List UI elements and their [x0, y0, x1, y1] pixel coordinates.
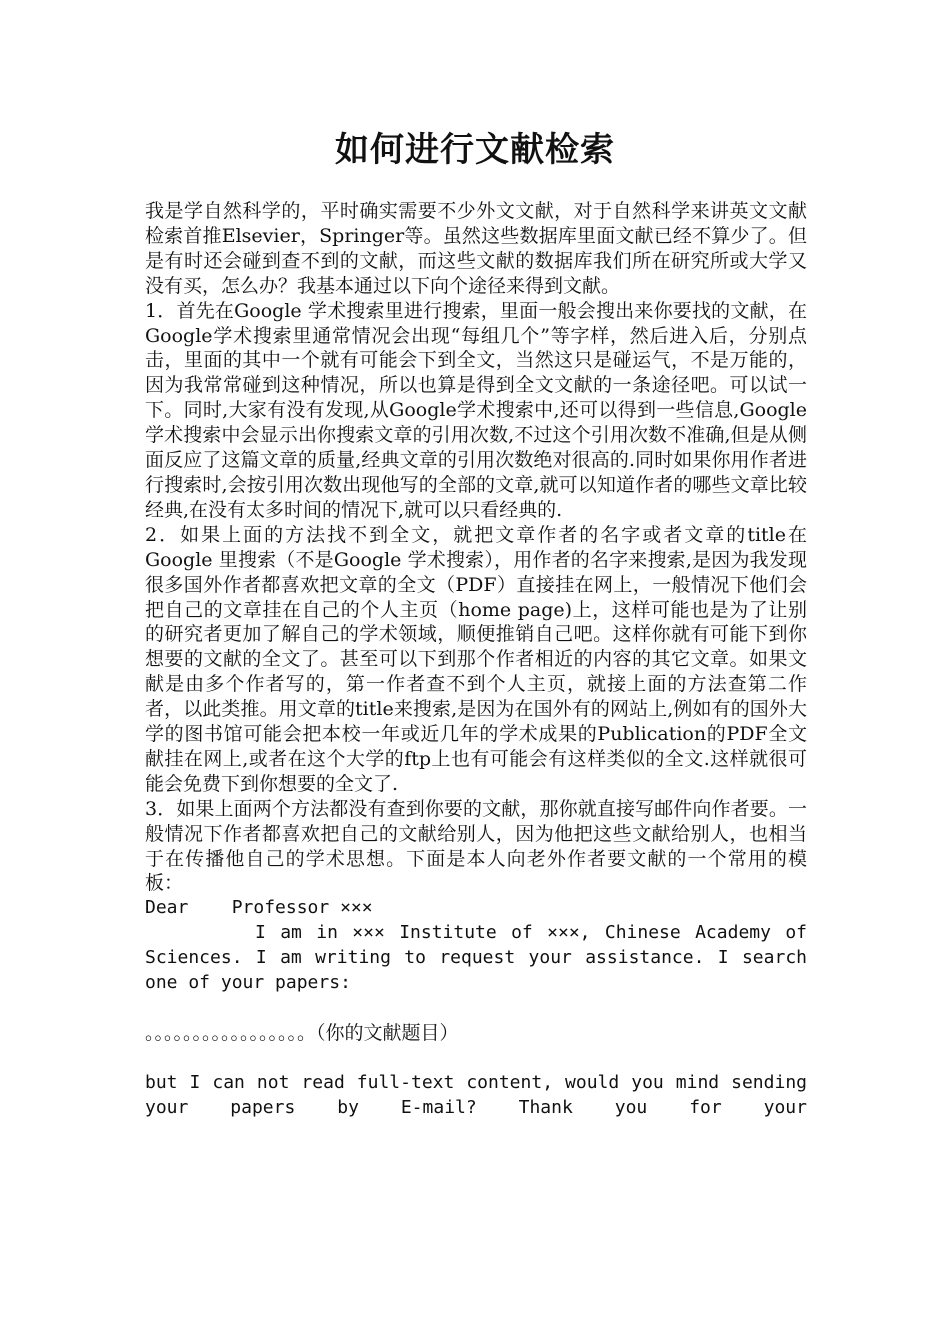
- document-body: [145, 199, 807, 1121]
- blank-line: [145, 1046, 807, 1071]
- letter-request-line: but I can not read full-text content, would you mind sending your papers by E-mail? Thank you for your: [145, 1071, 807, 1118]
- email-template: [145, 896, 807, 1120]
- blank-line: [145, 996, 807, 1021]
- method-3-paragraph: 3．如果上面两个方法都没有查到你要的文献，那你就直接写邮件向作者要。一般情况下作者都喜欢把自己的文献给别人，因为他把这些文献给别人，也相当于在传播他自己的学术思想。下面是本人向老外作者要文献的一个常用的模板：: [145, 797, 807, 895]
- letter-intro-line: I am in ××× Institute of ×××, Chinese Academy of Sciences. I am writing to request your assistance. I search one of your papers:: [145, 922, 807, 994]
- letter-salutation: Dear Professor ×××: [145, 897, 373, 919]
- intro-paragraph: 我是学自然科学的，平时确实需要不少外文文献，对于自然科学来讲英文文献检索首推Elsevier，Springer等。虽然这些数据库里面文献已经不算少了。但是有时还会碰到查不到的文献，而这些文献的数据库我们所在研究所或大学又没有买，怎么办？我基本通过以下向个途径来得到文献。: [145, 200, 807, 297]
- method-1-paragraph: 1．首先在Google 学术搜索里进行搜索，里面一般会搜出来你要找的文献，在Google学术搜索里通常情况会出现“每组几个”等字样，然后进入后，分别点击，里面的其中一个就有可能会下到全文，当然这只是碰运气，不是万能的，因为我常常碰到这种情况，所以也算是得到全文文献的一条途径吧。可以试一下。同时,大家有没有发现,从Google学术搜索中,还可以得到一些信息,Google学术搜索中会显示出你搜索文章的引用次数,不过这个引用次数不准确,但是从侧面反应了这篇文章的质量,经典文章的引用次数绝对很高的.同时如果你用作者进行搜索时,会按引用次数出现他写的全部的文章,就可以知道作者的哪些文章比较经典,在没有太多时间的情况下,就可以只看经典的.: [145, 299, 807, 521]
- document-title: 如何进行文献检索: [335, 130, 615, 170]
- letter-paper-title-placeholder: 。。。。。。。。。。。。。。。。。（你的文献题目）: [145, 1021, 459, 1044]
- method-2-paragraph: 2．如果上面的方法找不到全文，就把文章作者的名字或者文章的title在Google 里搜索（不是Google 学术搜索），用作者的名字来搜索,是因为我发现很多国外作者都喜欢把文章的全文（PDF）直接挂在网上，一般情况下他们会把自己的文章挂在自己的个人主页（home page)上，这样可能也是为了让别的研究者更加了解自己的学术领域，顺便推销自己吧。这样你就有可能下到你想要的文献的全文了。甚至可以下到那个作者相近的内容的其它文章。如果文献是由多个作者写的，第一作者查不到个人主页，就接上面的方法查第二作者，以此类推。用文章的title来搜索,是因为在国外有的网站上,例如有的国外大学的图书馆可能会把本校一年或近几年的学术成果的Publication的PDF全文献挂在网上,或者在这个大学的ftp上也有可能会有这样类似的全文.这样就很可能会免费下到你想要的全文了.: [145, 523, 807, 795]
